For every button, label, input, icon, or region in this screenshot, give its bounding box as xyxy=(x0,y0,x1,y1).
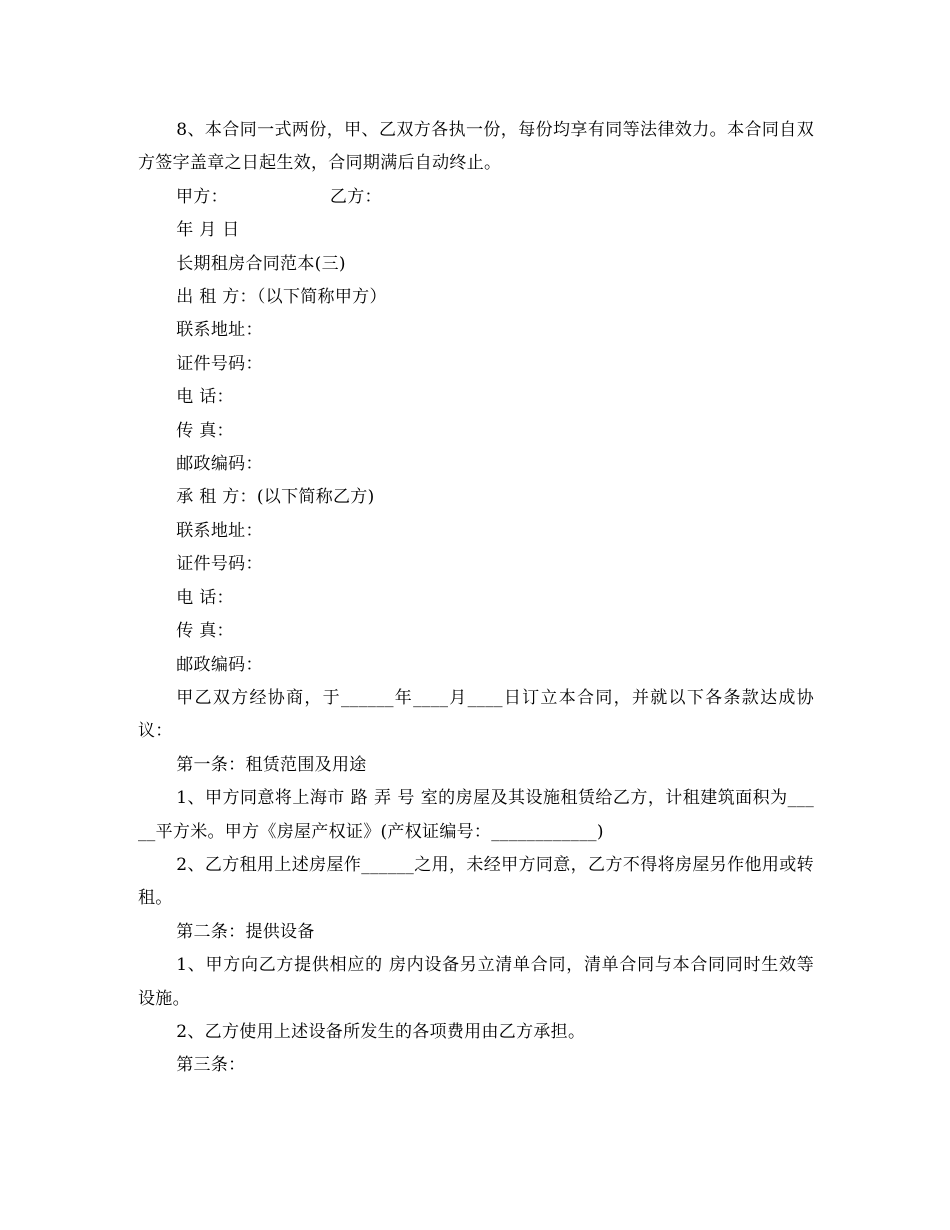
article-2-item-1: 1、甲方向乙方提供相应的 房内设备另立清单合同，清单合同与本合同同时生效等设施。 xyxy=(138,955,814,1009)
agreement-intro: 甲乙双方经协商，于______年____月____日订立本合同，并就以下各条款达成协议： xyxy=(138,687,814,742)
signature-line xyxy=(138,181,814,214)
lessee-heading: 承 租 方：(以下简称乙方) xyxy=(176,487,375,508)
lessee-address: 联系地址： xyxy=(176,520,263,541)
article-1-item-1: 1、甲方同意将上海市 路 弄 号 室的房屋及其设施租赁给乙方，计租建筑面积为_____平方米。甲方《房屋产权证》(产权证编号：____________) xyxy=(138,788,814,842)
lessee-id-number: 证件号码： xyxy=(176,554,263,575)
party-b-label: 乙方： xyxy=(329,186,382,207)
lessee-phone: 电 话： xyxy=(176,587,234,608)
article-2-item-2: 2、乙方使用上述设备所发生的各项费用由乙方承担。 xyxy=(176,1021,586,1042)
article-1-heading: 第一条：租赁范围及用途 xyxy=(176,754,367,775)
contract-title: 长期租房合同范本(三) xyxy=(176,253,346,274)
lessee-postcode: 邮政编码： xyxy=(176,654,263,675)
lessee-fax: 传 真： xyxy=(176,621,234,642)
lessor-postcode: 邮政编码： xyxy=(176,454,263,475)
party-a-label: 甲方： xyxy=(176,186,228,207)
contract-text xyxy=(138,114,814,1083)
lessor-id-number: 证件号码： xyxy=(176,353,263,374)
lessor-fax: 传 真： xyxy=(176,420,234,441)
lessor-address: 联系地址： xyxy=(176,320,263,341)
article-2-heading: 第二条：提供设备 xyxy=(176,921,315,942)
lessor-heading: 出 租 方：（以下简称甲方） xyxy=(176,287,387,308)
article-3-heading: 第三条： xyxy=(176,1055,246,1076)
article-1-item-2: 2、乙方租用上述房屋作______之用，未经甲方同意，乙方不得将房屋另作他用或转租。 xyxy=(138,854,814,909)
lessor-phone: 电 话： xyxy=(176,387,234,408)
clause-8: 8、本合同一式两份，甲、乙双方各执一份，每份均享有同等法律效力。本合同自双方签字盖章之日起生效，合同期满后自动终止。 xyxy=(138,120,814,174)
date-line: 年 月 日 xyxy=(176,220,240,241)
